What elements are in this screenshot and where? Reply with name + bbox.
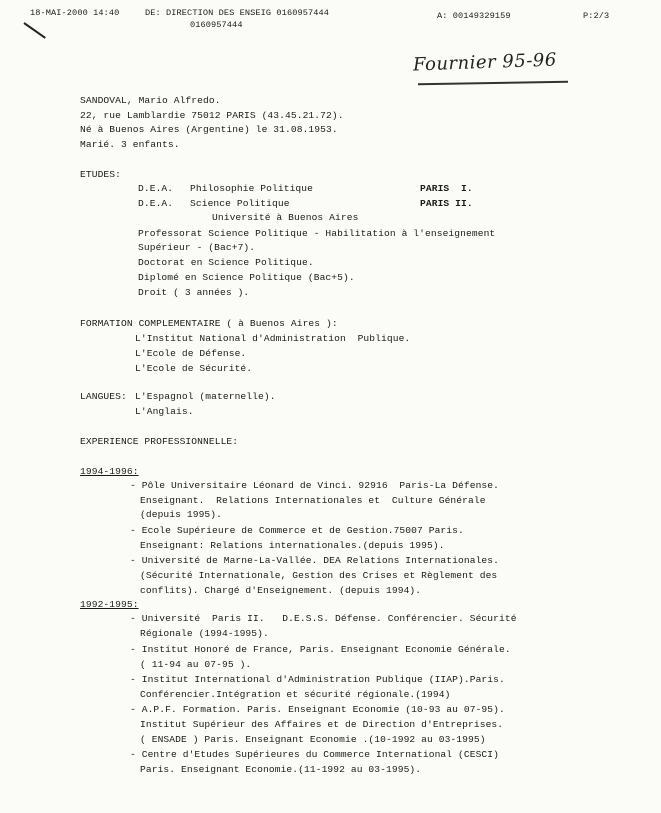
exp-line: ( 11-94 au 07-95 ). — [140, 659, 252, 670]
langue-first: L'Espagnol (maternelle). — [135, 391, 276, 402]
langue-second: L'Anglais. — [135, 406, 194, 417]
exp-line: - Institut International d'Administration Publique (IIAP).Paris. — [130, 674, 505, 685]
study-diplome: Diplomé en Science Politique (Bac+5). — [138, 272, 355, 283]
exp-line: Enseignant: Relations internationales.(depuis 1995). — [140, 540, 445, 551]
formation-item: L'Ecole de Sécurité. — [135, 363, 253, 374]
exp-line: - A.P.F. Formation. Paris. Enseignant Economie (10-93 au 07-95). — [130, 704, 505, 715]
formation-item: L'Institut National d'Administration Publique. — [135, 333, 411, 344]
exp-line: - Pôle Universitaire Léonard de Vinci. 92916 Paris-La Défense. — [130, 480, 500, 491]
langues-heading: LANGUES: — [80, 391, 127, 402]
dea1-degree: D.E.A. — [138, 183, 174, 194]
study-droit: Droit ( 3 années ). — [138, 287, 250, 298]
person-name: SANDOVAL, Mario Alfredo. — [80, 95, 221, 106]
dea2-place: PARIS II. — [420, 198, 473, 209]
fax-datetime: 18-MAI-2000 14:40 — [30, 8, 120, 18]
person-birth: Né à Buenos Aires (Argentine) le 31.08.1953. — [80, 124, 338, 135]
exp-line: Régionale (1994-1995). — [140, 628, 269, 639]
study-doctorat: Doctorat en Science Politique. — [138, 257, 314, 268]
period-1994-1996: 1994-1996: — [80, 466, 139, 477]
fax-page-number: P:2/3 — [583, 11, 610, 21]
exp-line: conflits). Chargé d'Enseignement. (depuis 1994). — [140, 585, 422, 596]
exp-line: (Sécurité Internationale, Gestion des Crises et Règlement des — [140, 570, 498, 581]
fax-from: DE: DIRECTION DES ENSEIG 0160957444 — [145, 8, 329, 18]
handwritten-note: Fournier 95-96 — [412, 49, 558, 76]
handwritten-underline — [418, 81, 568, 86]
person-address: 22, rue Lamblardie 75012 PARIS (43.45.21.72). — [80, 110, 344, 121]
exp-line: (depuis 1995). — [140, 509, 223, 520]
exp-line: - Université de Marne-La-Vallée. DEA Relations Internationales. — [130, 555, 500, 566]
exp-line: Conférencier.Intégration et sécurité régionale.(1994) — [140, 689, 451, 700]
exp-line: ( ENSADE ) Paris. Enseignant Economie .(10-1992 au 03-1995) — [140, 734, 486, 745]
fax-to: A: 00149329159 — [437, 11, 511, 21]
dea2-degree: D.E.A. — [138, 198, 174, 209]
dea2-subject: Science Politique — [190, 198, 290, 209]
dea1-place: PARIS I. — [420, 183, 473, 194]
dea1-subject: Philosophie Politique — [190, 183, 314, 194]
exp-line: - Institut Honoré de France, Paris. Enseignant Economie Générale. — [130, 644, 511, 655]
person-family: Marié. 3 enfants. — [80, 139, 180, 150]
exp-line: - Centre d'Etudes Supérieures du Commerce International (CESCI) — [130, 749, 500, 760]
study-professorat-cont: Supérieur - (Bac+7). — [138, 242, 256, 253]
study-university: Université à Buenos Aires — [212, 212, 359, 223]
exp-line: - Université Paris II. D.E.S.S. Défense. Conférencier. Sécurité — [130, 613, 517, 624]
fax-from-number: 0160957444 — [190, 20, 243, 30]
exp-line: Paris. Enseignant Economie.(11-1992 au 03-1995). — [140, 764, 422, 775]
formation-heading: FORMATION COMPLEMENTAIRE ( à Buenos Aires ): — [80, 318, 338, 329]
experience-heading: EXPERIENCE PROFESSIONNELLE: — [80, 436, 239, 447]
pen-mark — [23, 22, 45, 39]
period-1992-1995: 1992-1995: — [80, 599, 139, 610]
exp-line: - Ecole Supérieure de Commerce et de Gestion.75007 Paris. — [130, 525, 464, 536]
exp-line: Institut Supérieur des Affaires et de Direction d'Entreprises. — [140, 719, 504, 730]
exp-line: Enseignant. Relations Internationales et Culture Générale — [140, 495, 486, 506]
study-professorat: Professorat Science Politique - Habilitation à l'enseignement — [138, 228, 496, 239]
formation-item: L'Ecole de Défense. — [135, 348, 247, 359]
studies-heading: ETUDES: — [80, 169, 122, 180]
